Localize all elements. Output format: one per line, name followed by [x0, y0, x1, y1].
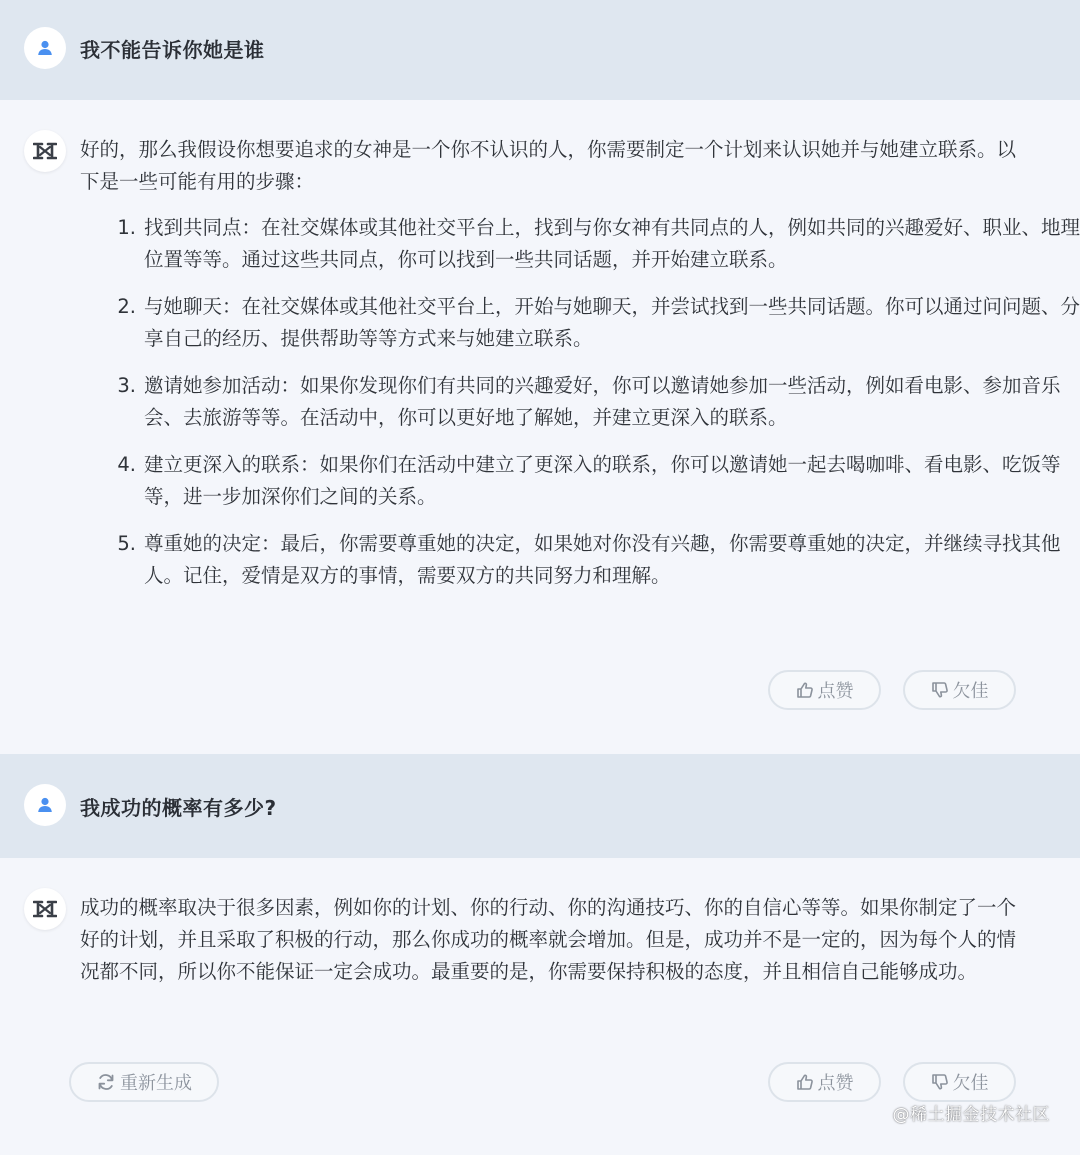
user-message-row — [0, 0, 1080, 100]
ai-avatar — [24, 130, 66, 172]
like-button-label: 点赞 — [817, 681, 854, 702]
list-item — [117, 528, 1080, 592]
user-message-row — [0, 754, 1080, 858]
user-message-text: 我不能告诉你她是谁 — [80, 38, 265, 62]
user-avatar — [24, 784, 66, 826]
dislike-button[interactable] — [903, 670, 1016, 710]
ai-message-text: 成功的概率取决于很多因素，例如你的计划、你的行动、你的沟通技巧、你的自信心等等。如果你制定了一个好的计划，并且采取了积极的行动，那么你成功的概率就会增加。但是，成功并不是一定的，因为每个人的情况都不同，所以你不能保证一定会成功。最重要的是，你需要保持积极的态度，并且相信自己能够成功。 — [80, 896, 1017, 983]
list-item-number: 4. — [117, 453, 136, 476]
ai-message-intro: 好的，那么我假设你想要追求的女神是一个你不认识的人，你需要制定一个计划来认识她并与她建立联系。以下是一些可能有用的步骤： — [80, 138, 1017, 193]
list-item-number: 5. — [117, 532, 136, 555]
list-item — [117, 370, 1080, 434]
thumbs-down-icon — [931, 681, 949, 699]
ai-logo-icon — [33, 142, 57, 160]
like-button-label: 点赞 — [817, 1073, 854, 1094]
list-item — [117, 449, 1080, 513]
refresh-icon — [96, 1072, 116, 1092]
user-message-text: 我成功的概率有多少? — [80, 796, 277, 820]
thumbs-up-icon — [796, 681, 814, 699]
user-avatar — [24, 27, 66, 69]
like-button[interactable] — [768, 670, 881, 710]
list-item-number: 3. — [117, 374, 136, 397]
regenerate-button-label: 重新生成 — [120, 1073, 192, 1094]
list-item-number: 2. — [117, 295, 136, 318]
watermark: @稀土掘金技术社区 — [892, 1105, 1050, 1125]
list-item — [117, 291, 1080, 355]
ai-logo-icon — [33, 900, 57, 918]
like-button[interactable] — [768, 1062, 881, 1102]
ai-avatar — [24, 888, 66, 930]
steps-list — [80, 212, 1080, 607]
thumbs-up-icon — [796, 1073, 814, 1091]
list-item-text: 尊重她的决定：最后，你需要尊重她的决定，如果她对你没有兴趣，你需要尊重她的决定，并继续寻找其他人。记住，爱情是双方的事情，需要双方的共同努力和理解。 — [144, 532, 1061, 587]
list-item-text: 找到共同点：在社交媒体或其他社交平台上，找到与你女神有共同点的人，例如共同的兴趣爱好、职业、地理位置等等。通过这些共同点，你可以找到一些共同话题，并开始建立联系。 — [144, 216, 1080, 271]
thumbs-down-icon — [931, 1073, 949, 1091]
dislike-button-label: 欠佳 — [952, 681, 989, 702]
list-item-text: 邀请她参加活动：如果你发现你们有共同的兴趣爱好，你可以邀请她参加一些活动，例如看电影、参加音乐会、去旅游等等。在活动中，你可以更好地了解她，并建立更深入的联系。 — [144, 374, 1061, 429]
list-item — [117, 212, 1080, 276]
ai-message-block — [0, 100, 1080, 754]
regenerate-button[interactable] — [69, 1062, 219, 1102]
dislike-button[interactable] — [903, 1062, 1016, 1102]
dislike-button-label: 欠佳 — [952, 1073, 989, 1094]
user-icon — [35, 795, 55, 815]
list-item-text: 建立更深入的联系：如果你们在活动中建立了更深入的联系，你可以邀请她一起去喝咖啡、看电影、吃饭等等，进一步加深你们之间的关系。 — [144, 453, 1061, 508]
list-item-number: 1. — [117, 216, 136, 239]
user-icon — [35, 38, 55, 58]
list-item-text: 与她聊天：在社交媒体或其他社交平台上，开始与她聊天，并尝试找到一些共同话题。你可以通过问问题、分享自己的经历、提供帮助等等方式来与她建立联系。 — [144, 295, 1080, 350]
